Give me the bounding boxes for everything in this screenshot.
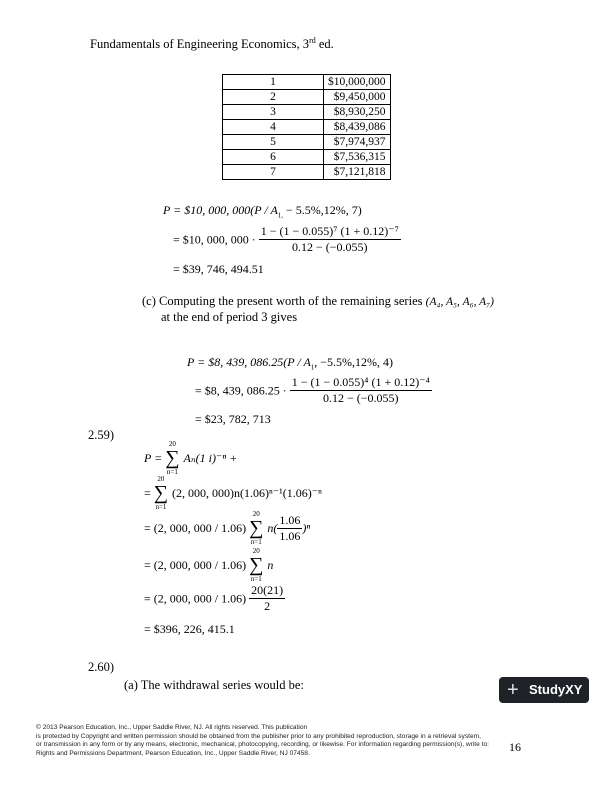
document-header <box>90 36 334 52</box>
amount-cell: $7,536,315 <box>324 150 391 165</box>
table-row <box>223 120 391 135</box>
amount-cell: $8,439,086 <box>324 120 391 135</box>
period-cell: 7 <box>223 165 324 180</box>
period-cell: 1 <box>223 75 324 90</box>
amount-cell: $9,450,000 <box>324 90 391 105</box>
eq1-fraction: $\frac{\text{1 − (1 − 0.055)⁷ (1 + 0.12)⁻⁷}}{0.12 - (-0.055)}$ <box>260 224 399 254</box>
p259-fraction: $\frac{20(21)}{2}$ <box>251 583 284 613</box>
footer-line: Rights and Permissions Department, Pearson Education, Inc., Upper Saddle River, NJ 07458. <box>36 749 310 757</box>
period-cell: 5 <box>223 135 324 150</box>
studyxy-badge[interactable] <box>499 677 589 703</box>
p259-line4: = (2, 000, 000 / 1.06) 20 ∑ n=1 n <box>144 547 274 583</box>
problem-2-60-label: 2.60) <box>88 660 115 674</box>
p259-fraction: $\frac{1.06}{1.06}$ <box>279 512 301 543</box>
eq2-fraction: $\frac{\text{1 − (1 − 0.055)⁴ (1 + 0.12)⁻⁴}}{0.12 - (-0.055)}$ <box>291 375 430 405</box>
table-row <box>223 165 391 180</box>
eq2-line3: = $23, 782, 713 <box>195 412 271 426</box>
header-title: Fundamentals of Engineering Economics, 3 <box>90 37 310 52</box>
table-row <box>223 150 391 165</box>
amount-cell: $8,930,250 <box>324 105 391 120</box>
summation-symbol: 20 ∑ n=1 <box>249 547 264 583</box>
eq2-line2: = $8, 439, 086.25 · $\frac{\text{1 − (1 − 0.055)⁴ (1 + 0.12)⁻⁴}}{0.12 - (-0.055)}$ <box>195 375 430 405</box>
studyxy-logo-text: StudyXY <box>529 682 583 697</box>
footer-line: or transmission in any form or by any means, electronic, mechanical, photocopying, recording, or likewise. For information regarding permission(s), write to: <box>36 741 489 748</box>
table-row <box>223 75 391 90</box>
period-cell: 3 <box>223 105 324 120</box>
part-c-text-line2: at the end of period 3 gives <box>161 310 298 324</box>
p259-line2: = 20 ∑ n=1 (2, 000, 000)n(1.06)ⁿ⁻¹(1.06)⁻ⁿ <box>144 475 322 511</box>
p259-line5: = (2, 000, 000 / 1.06) $\frac{20(21)}{2}$ <box>144 583 284 613</box>
problem-2-59-label: 2.59) <box>88 428 115 442</box>
summation-symbol: 20 ∑ n=1 <box>165 440 180 476</box>
page-number: 16 <box>509 740 521 754</box>
part-c-text: (c) Computing the present worth of the remaining series (A₄, A₅, A₆, A₇) <box>142 294 494 308</box>
withdrawal-table <box>222 74 391 180</box>
period-cell: 6 <box>223 150 324 165</box>
header-edition: ed. <box>315 37 334 52</box>
summation-symbol: 20 ∑ n=1 <box>153 475 169 511</box>
plus-icon: + <box>507 679 519 701</box>
eq2-line1: P = $8, 439, $086.25(P / A_1$, −5.5%,12%, 4) <box>187 355 394 372</box>
eq1-line1: P = $10, 000, $000(P / A_{1,} - 5.5\%,12\%$, 7) <box>163 203 362 220</box>
p259-line3: = (2, 000, 000 / 1.06) 20 ∑ n=1 n( $\frac{1.06}{1.06}$ )ⁿ <box>144 510 311 546</box>
amount-cell: $10,000,000 <box>324 75 391 90</box>
p259-line1: P = 20 ∑ n=1 Aₙ(1 i)⁻ⁿ + <box>144 440 238 476</box>
period-cell: 2 <box>223 90 324 105</box>
summation-symbol: 20 ∑ n=1 <box>249 510 264 546</box>
eq1-line2: = $10, 000, 000 · $\frac{\text{1 − (1 − 0.055)⁷ (1 + 0.12)⁻⁷}}{0.12 - (-0.055)}$ <box>173 224 399 254</box>
table-row <box>223 105 391 120</box>
p259-line6: = $396, 226, 415.1 <box>144 622 235 636</box>
amount-cell: $7,121,818 <box>324 165 391 180</box>
amount-cell: $7,974,937 <box>324 135 391 150</box>
copyright-footer <box>36 724 489 758</box>
table-row <box>223 90 391 105</box>
footer-line: is protected by Copyright and written permission should be obtained from the publisher prior to any prohibited reproduction, storage in a retrieval system, <box>36 732 481 740</box>
header-sup: rd <box>309 36 316 45</box>
table-row <box>223 135 391 150</box>
problem-2-60-part-a: (a) The withdrawal series would be: <box>124 678 304 692</box>
footer-line: © 2013 Pearson Education, Inc., Upper Saddle River, NJ. All rights reserved. This publication <box>36 724 308 731</box>
eq1-line3: = $39, 746, 494.51 <box>173 262 264 276</box>
period-cell: 4 <box>223 120 324 135</box>
